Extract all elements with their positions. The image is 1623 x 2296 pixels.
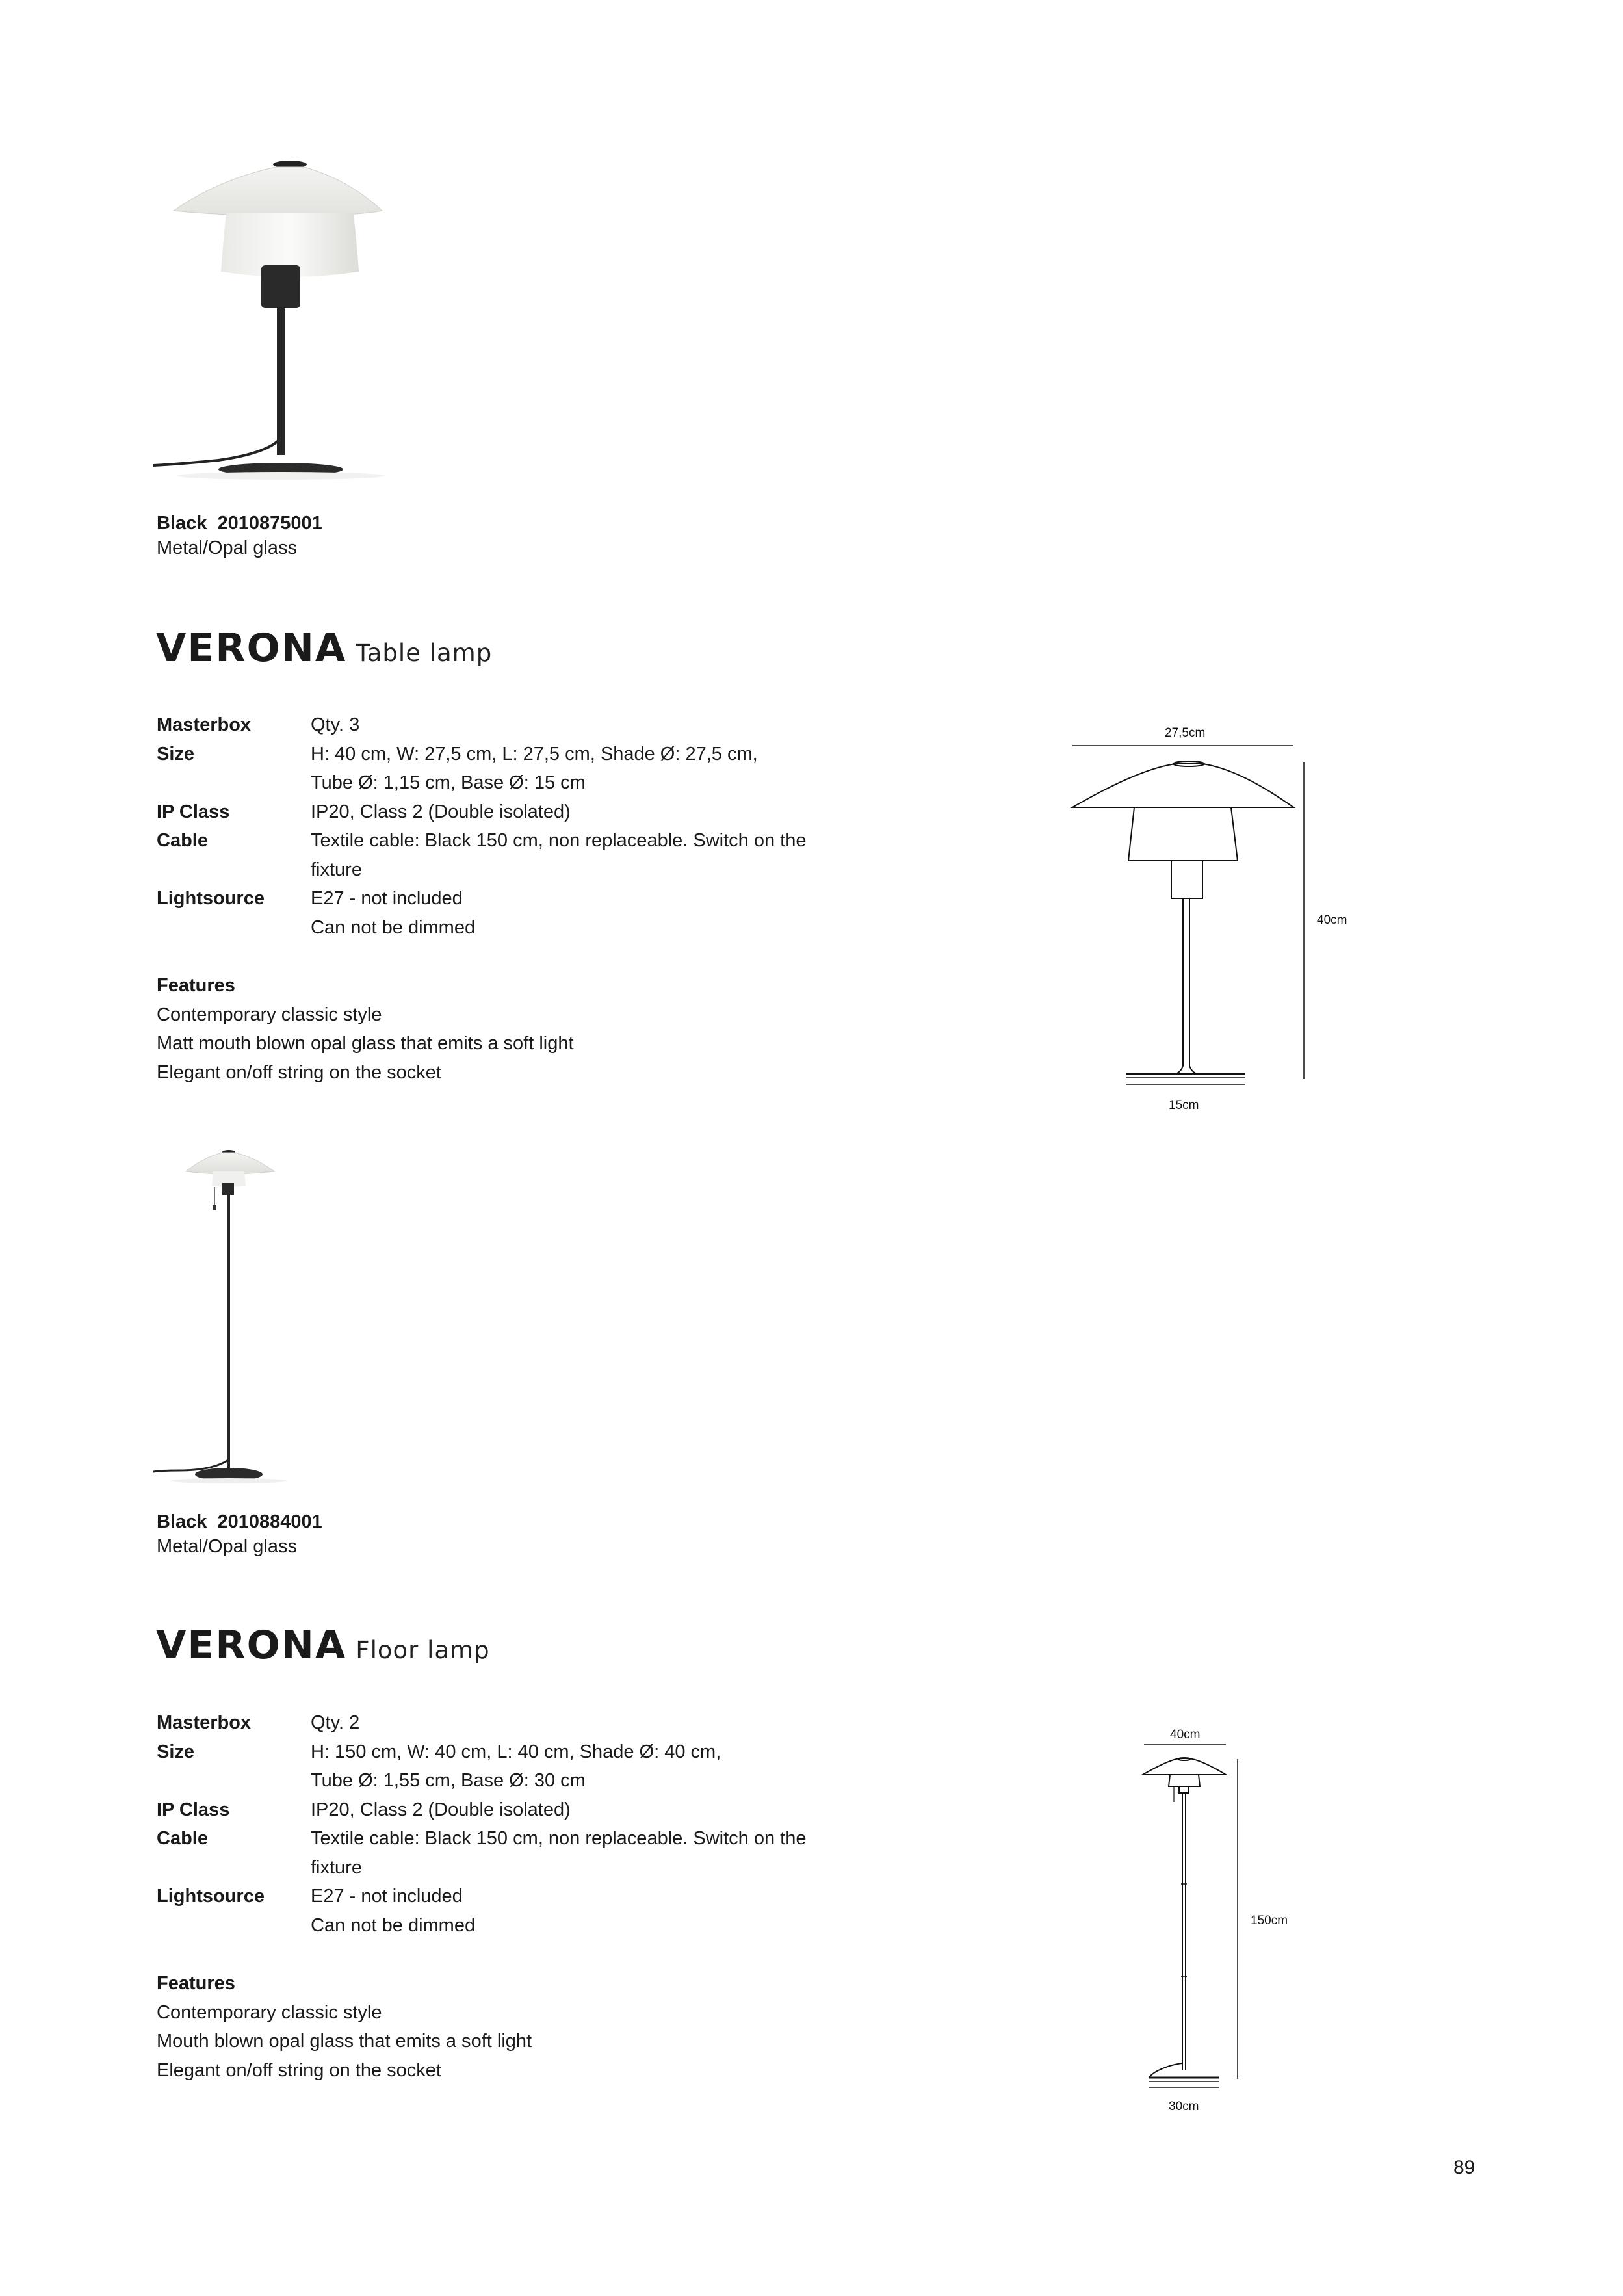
spec-label: Cable bbox=[157, 1828, 208, 1849]
spec-value-line: E27 - not included bbox=[311, 1886, 463, 1907]
product-name: VERONA bbox=[156, 625, 347, 671]
table-lamp-specs bbox=[157, 711, 831, 942]
product-type: Floor lamp bbox=[356, 1636, 490, 1664]
floor-lamp-dimension-drawing bbox=[1131, 1734, 1248, 2098]
variant-code: 2010875001 bbox=[217, 513, 322, 534]
feature-item: Mouth blown opal glass that emits a soft light bbox=[157, 2031, 532, 2052]
spec-value bbox=[311, 1882, 831, 1940]
variant-material: Metal/Opal glass bbox=[157, 1536, 297, 1557]
feature-item: Elegant on/off string on the socket bbox=[157, 1062, 441, 1083]
dimension-height-label: 150cm bbox=[1251, 1914, 1288, 1927]
floor-lamp-photo-illustration bbox=[153, 1148, 307, 1486]
spec-value-line: E27 - not included bbox=[311, 888, 463, 909]
spec-value-line: H: 40 cm, W: 27,5 cm, L: 27,5 cm, Shade Ø: 27,5 cm, bbox=[311, 743, 758, 764]
spec-value: IP20, Class 2 (Double isolated) bbox=[311, 801, 571, 822]
variant-color: Black bbox=[157, 1511, 207, 1532]
spec-label: Size bbox=[157, 1741, 195, 1762]
features-heading: Features bbox=[157, 975, 235, 996]
spec-row-size bbox=[157, 740, 831, 798]
features-heading: Features bbox=[157, 1973, 235, 1994]
floor-lamp-title bbox=[156, 1623, 490, 1668]
spec-label: IP Class bbox=[157, 801, 230, 822]
dimension-base-label: 30cm bbox=[1169, 2100, 1199, 2113]
floor-lamp-variant bbox=[157, 1509, 322, 1559]
spec-value-line: Can not be dimmed bbox=[311, 1914, 476, 1936]
spec-value-line: fixture bbox=[311, 1857, 362, 1878]
table-lamp-features bbox=[157, 971, 574, 1087]
feature-item: Contemporary classic style bbox=[157, 2002, 382, 2023]
spec-value-line: Can not be dimmed bbox=[311, 917, 476, 938]
variant-code: 2010884001 bbox=[217, 1511, 322, 1532]
spec-value-line: fixture bbox=[311, 859, 362, 880]
spec-value: Qty. 2 bbox=[311, 1712, 360, 1733]
floor-lamp-features bbox=[157, 1969, 532, 2085]
spec-label: Cable bbox=[157, 830, 208, 851]
dimension-base-label: 15cm bbox=[1169, 1099, 1199, 1112]
spec-row-masterbox bbox=[157, 1708, 831, 1738]
floor-lamp-specs bbox=[157, 1708, 831, 1940]
feature-item: Contemporary classic style bbox=[157, 1004, 382, 1025]
feature-item: Matt mouth blown opal glass that emits a soft light bbox=[157, 1033, 574, 1054]
feature-item: Elegant on/off string on the socket bbox=[157, 2059, 441, 2081]
page-number: 89 bbox=[1453, 2157, 1475, 2178]
spec-row-ip-class bbox=[157, 1795, 831, 1825]
spec-row-lightsource bbox=[157, 884, 831, 942]
dimension-width-label: 40cm bbox=[1170, 1728, 1201, 1742]
variant-color: Black bbox=[157, 513, 207, 534]
spec-row-size bbox=[157, 1738, 831, 1795]
spec-value: IP20, Class 2 (Double isolated) bbox=[311, 1799, 571, 1820]
spec-row-cable bbox=[157, 1824, 831, 1882]
floor-lamp-photo bbox=[153, 1148, 307, 1486]
spec-value bbox=[311, 1738, 831, 1795]
spec-label: Masterbox bbox=[157, 1712, 252, 1733]
dimension-width-label: 27,5cm bbox=[1165, 726, 1206, 740]
spec-value-line: Tube Ø: 1,55 cm, Base Ø: 30 cm bbox=[311, 1770, 586, 1791]
spec-label: Masterbox bbox=[157, 714, 252, 735]
spec-row-lightsource bbox=[157, 1882, 831, 1940]
spec-label: Lightsource bbox=[157, 888, 265, 909]
spec-value-line: Tube Ø: 1,15 cm, Base Ø: 15 cm bbox=[311, 772, 586, 793]
variant-material: Metal/Opal glass bbox=[157, 538, 297, 558]
table-lamp-title bbox=[156, 625, 492, 671]
spec-label: Lightsource bbox=[157, 1886, 265, 1907]
spec-value: Qty. 3 bbox=[311, 714, 360, 735]
table-lamp-dimension-drawing bbox=[1066, 741, 1313, 1092]
spec-row-ip-class bbox=[157, 798, 831, 827]
spec-value bbox=[311, 740, 831, 798]
table-lamp-photo-illustration bbox=[153, 160, 439, 491]
spec-value-line: Textile cable: Black 150 cm, non replaceable. Switch on the bbox=[311, 1828, 807, 1849]
spec-value bbox=[311, 884, 831, 942]
spec-label: Size bbox=[157, 743, 195, 764]
table-lamp-photo bbox=[153, 160, 439, 491]
product-type: Table lamp bbox=[356, 639, 493, 667]
spec-row-masterbox bbox=[157, 711, 831, 740]
spec-value-line: Textile cable: Black 150 cm, non replaceable. Switch on the bbox=[311, 830, 807, 851]
spec-value bbox=[311, 1824, 831, 1882]
spec-row-cable bbox=[157, 826, 831, 884]
spec-value bbox=[311, 826, 831, 884]
dimension-height-label: 40cm bbox=[1317, 913, 1347, 927]
table-lamp-variant bbox=[157, 511, 322, 560]
product-name: VERONA bbox=[156, 1623, 347, 1668]
spec-value-line: H: 150 cm, W: 40 cm, L: 40 cm, Shade Ø: 40 cm, bbox=[311, 1741, 721, 1762]
spec-label: IP Class bbox=[157, 1799, 230, 1820]
